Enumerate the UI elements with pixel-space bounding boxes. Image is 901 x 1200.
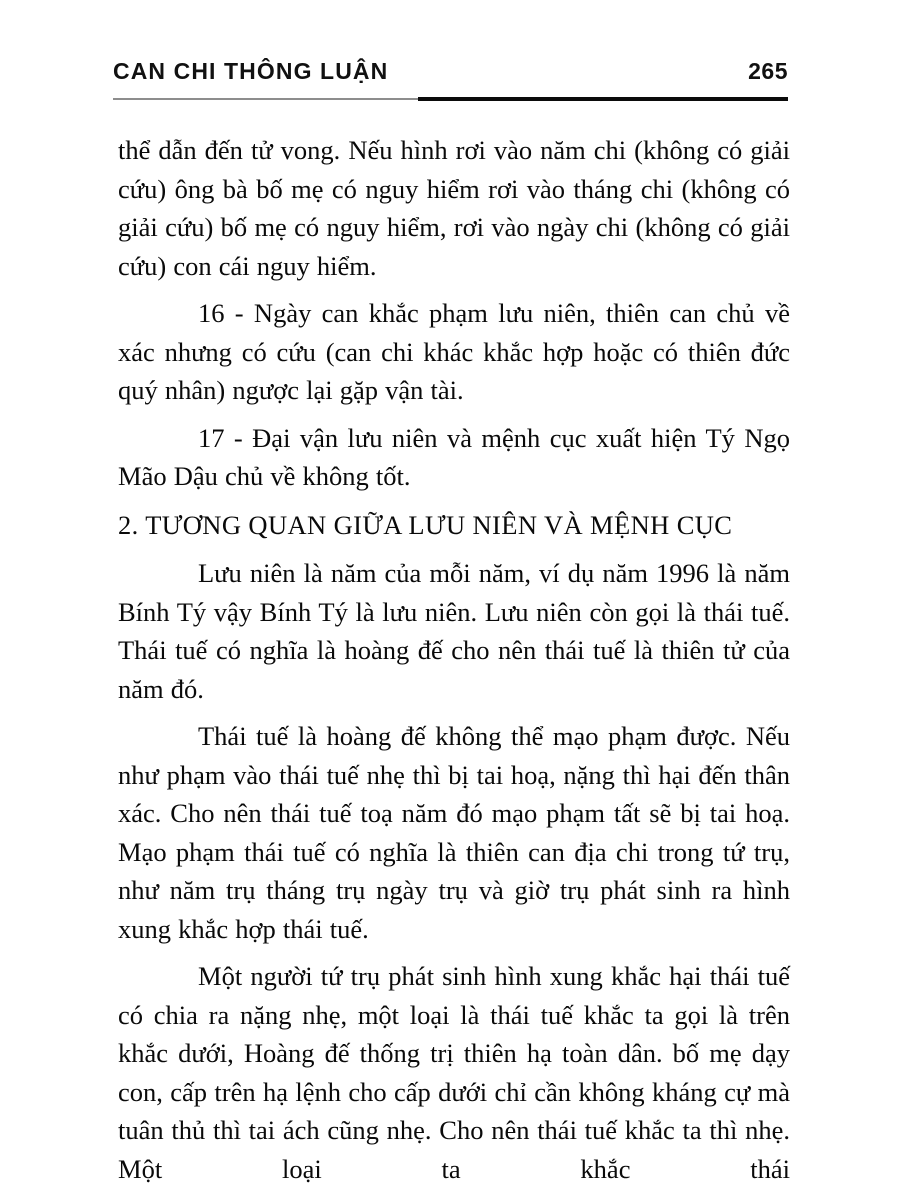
section-heading: 2. TƯƠNG QUAN GIỮA LƯU NIÊN VÀ MỆNH CỤC (118, 509, 733, 540)
paragraph-luu-nien: Lưu niên là năm của mỗi năm, ví dụ năm 1996 là năm Bính Tý vậy Bính Tý là lưu niên. Lưu niên còn gọi là thái tuế. Thái tuế có nghĩa là hoàng đế cho nên thái tuế là thiên tử của năm đó. (118, 558, 790, 704)
header-rule-dark-segment (418, 97, 788, 101)
running-head-title: CAN CHI THÔNG LUẬN (113, 58, 389, 84)
paragraph-continued: thể dẫn đến tử vong. Nếu hình rơi vào năm chi (không có giải cứu) ông bà bố mẹ có nguy hiểm rơi vào tháng chi (không có giải cứu) bố mẹ có nguy hiểm, rơi vào ngày chi (không có giải cứu) con cái nguy hiểm. (118, 135, 790, 281)
paragraph-thai-tue: Thái tuế là hoàng đế không thể mạo phạm được. Nếu như phạm vào thái tuế nhẹ thì bị tai hoạ, nặng thì hại đến thân xác. Cho nên thái tuế toạ năm đó mạo phạm tất sẽ bị tai hoạ. Mạo phạm thái tuế có nghĩa là thiên can địa chi trong tứ trụ, như năm trụ tháng trụ ngày trụ và giờ trụ phát sinh ra hình xung khắc hợp thái tuế. (118, 721, 790, 944)
body-text-column (118, 131, 790, 1200)
header-rule (113, 97, 788, 101)
running-head (113, 60, 788, 94)
paragraph-mot-nguoi: Một người tứ trụ phát sinh hình xung khắc hại thái tuế có chia ra nặng nhẹ, một loại là thái tuế khắc ta gọi là trên khắc dưới, Hoàng đế thống trị thiên hạ toàn dân. bố mẹ dạy con, cấp trên hạ lệnh cho cấp dưới chỉ cần không kháng cự mà tuân thủ thì tai ách cũng nhẹ. Cho nên thái tuế khắc ta thì nhẹ. Một loại ta khắc thái (118, 961, 790, 1184)
paragraph-item-17: 17 - Đại vận lưu niên và mệnh cục xuất hiện Tý Ngọ Mão Dậu chủ về không tốt. (118, 422, 790, 491)
header-rule-light-segment (113, 98, 418, 100)
page-number: 265 (748, 58, 788, 84)
paragraph-item-16: 16 - Ngày can khắc phạm lưu niên, thiên can chủ về xác nhưng có cứu (can chi khác khắc hợp hoặc có thiên đức quý nhân) ngược lại gặp vận tài. (118, 298, 790, 405)
